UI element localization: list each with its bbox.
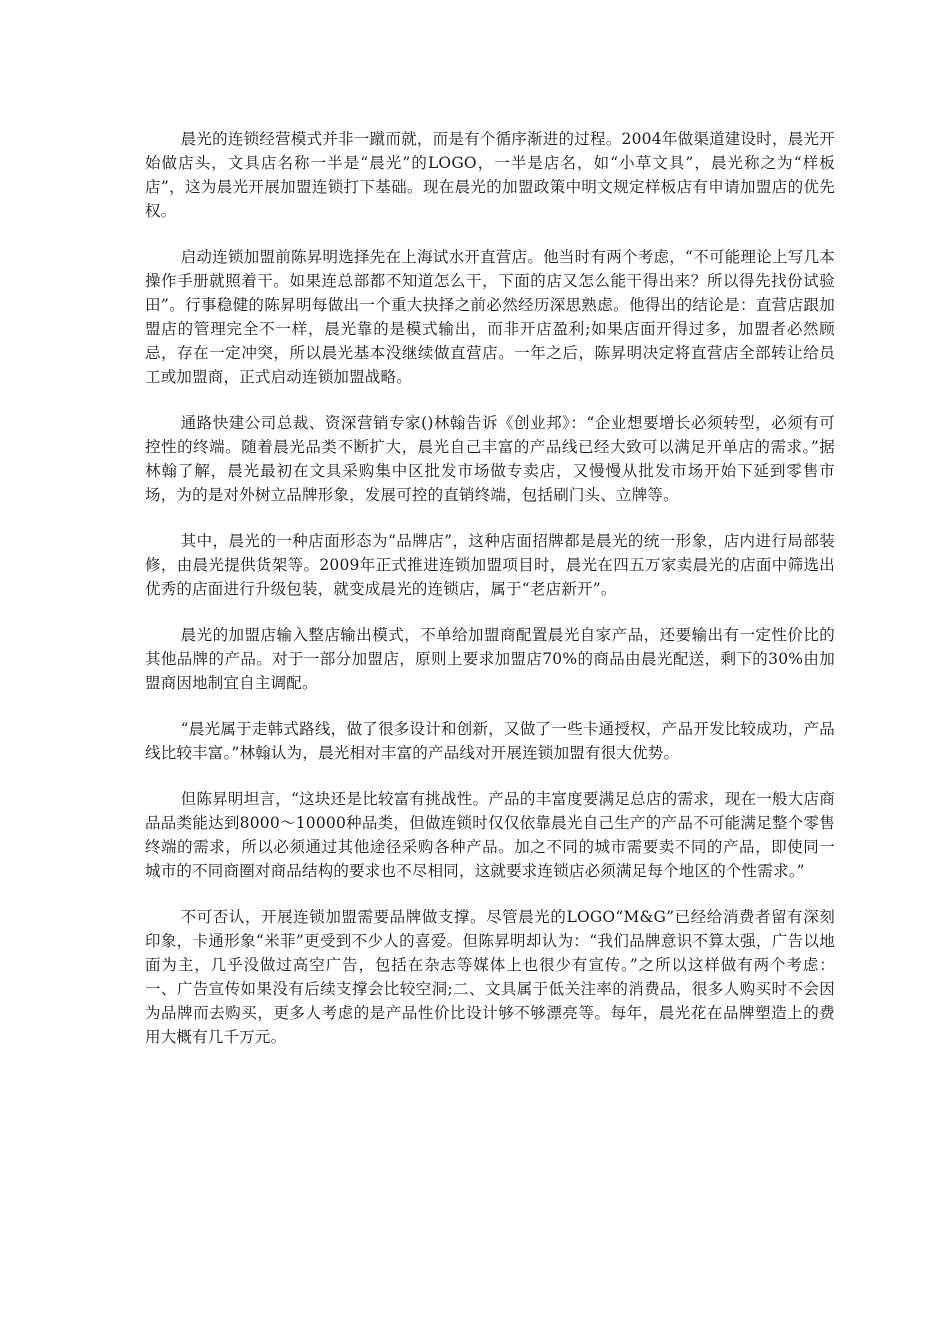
paragraph: 但陈昇明坦言，“这块还是比较富有挑战性。产品的丰富度要满足总店的需求，现在一般大店商品品类能达到8000～10000种品类，但做连锁时仅仅依靠晨光自己生产的产品不可能满足整个零售终端的需求，所以必须通过其他途径采购各种产品。加之不同的城市需要卖不同的产品，即使同一城市的不同商圈对商品结构的要求也不尽相同，这就要求连锁店必须满足每个地区的个性需求。” [145,790,835,880]
paragraph: 启动连锁加盟前陈昇明选择先在上海试水开直营店。他当时有两个考虑，“不可能理论上写几本操作手册就照着干。如果连总部都不知道怎么干，下面的店又怎么能干得出来？所以得先找份试验田”。行事稳健的陈昇明每做出一个重大抉择之前必然经历深思熟虑。他得出的结论是：直营店跟加盟店的管理完全不一样，晨光靠的是模式输出，而非开店盈利;如果店面开得过多，加盟者必然顾忌，存在一定冲突，所以晨光基本没继续做直营店。一年之后，陈昇明决定将直营店全部转让给员工或加盟商，正式启动连锁加盟战略。 [145,248,835,386]
paragraph: “晨光属于走韩式路线，做了很多设计和创新，又做了一些卡通授权，产品开发比较成功，产品线比较丰富。”林翰认为，晨光相对丰富的产品线对开展连锁加盟有很大优势。 [145,720,835,762]
paragraph: 其中，晨光的一种店面形态为“品牌店”，这种店面招牌都是晨光的统一形象，店内进行局部装修，由晨光提供货架等。2009年正式推进连锁加盟项目时，晨光在四五万家卖晨光的店面中筛选出优秀的店面进行升级包装，就变成晨光的连锁店，属于“老店新开”。 [145,532,835,598]
paragraph: 晨光的加盟店输入整店输出模式，不单给加盟商配置晨光自家产品，还要输出有一定性价比的其他品牌的产品。对于一部分加盟店，原则上要求加盟店70%的商品由晨光配送，剩下的30%由加盟商因地制宜自主调配。 [145,626,835,692]
article-body [145,127,835,1071]
paragraph: 通路快建公司总裁、资深营销专家()林翰告诉《创业邦》：“企业想要增长必须转型，必须有可控性的终端。随着晨光品类不断扩大，晨光自己丰富的产品线已经大致可以满足开单店的需求。”据林翰了解，晨光最初在文具采购集中区批发市场做专卖店，又慢慢从批发市场开始下延到零售市场，为的是对外树立品牌形象，发展可控的直销终端，包括刷门头、立牌等。 [145,414,835,504]
paragraph: 不可否认，开展连锁加盟需要品牌做支撑。尽管晨光的LOGO“M&G”已经给消费者留有深刻印象，卡通形象“米菲”更受到不少人的喜爱。但陈昇明却认为：“我们品牌意识不算太强，广告以地面为主，几乎没做过高空广告，包括在杂志等媒体上也很少有宣传。”之所以这样做有两个考虑：一、广告宣传如果没有后续支撑会比较空洞;二、文具属于低关注率的消费品，很多人购买时不会因为品牌而去购买，更多人考虑的是产品性价比设计够不够漂亮等。每年，晨光花在品牌塑造上的费用大概有几千万元。 [145,908,835,1046]
paragraph: 晨光的连锁经营模式并非一蹴而就，而是有个循序渐进的过程。2004年做渠道建设时，晨光开始做店头，文具店名称一半是“晨光”的LOGO，一半是店名，如“小草文具”，晨光称之为“样板店”，这为晨光开展加盟连锁打下基础。现在晨光的加盟政策中明文规定样板店有申请加盟店的优先权。 [145,130,835,220]
